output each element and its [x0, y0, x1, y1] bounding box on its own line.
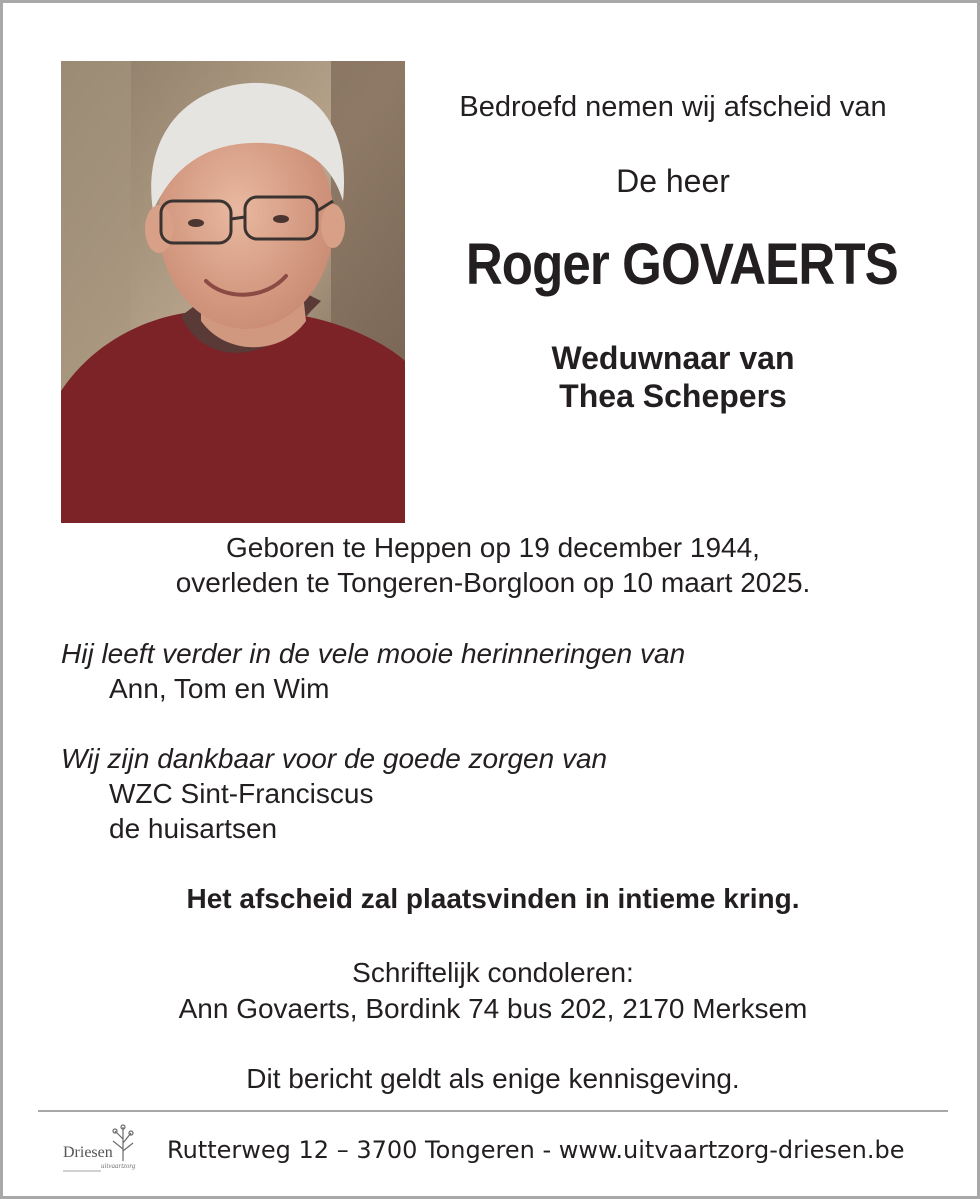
logo-subtext: uitvaartzorg — [101, 1162, 136, 1170]
tree-icon — [113, 1125, 133, 1161]
death-line: overleden te Tongeren-Borgloon op 10 maart 2025. — [175, 567, 811, 598]
condolences-label: Schriftelijk condoleren: — [352, 957, 634, 988]
closing-text: Dit bericht geldt als enige kennisgeving. — [246, 1063, 740, 1094]
intro-text: Bedroefd nemen wij afscheid van — [459, 91, 887, 123]
portrait-photo — [61, 61, 405, 523]
farewell-text: Het afscheid zal plaatsvinden in intieme kring. — [186, 883, 800, 914]
footer-address — [167, 1134, 905, 1165]
memories-names: Ann, Tom en Wim — [109, 673, 330, 704]
condolences-section — [3, 955, 980, 1027]
gratitude-section — [61, 741, 941, 846]
driesen-logo — [61, 1121, 151, 1177]
deceased-name: Roger GOVAERTS — [465, 232, 898, 297]
gratitude-item: WZC Sint-Franciscus — [109, 778, 374, 809]
honorific: De heer — [616, 163, 730, 199]
portrait-illustration — [61, 61, 405, 523]
footer-address-text: Rutterweg 12 – 3700 Tongeren - www.uitvaartzorg-driesen.be — [167, 1136, 905, 1164]
memories-section — [61, 636, 941, 706]
footer-divider — [38, 1110, 948, 1112]
spouse-line-2: Thea Schepers — [559, 378, 787, 414]
spouse-info — [423, 339, 923, 415]
gratitude-item: de huisartsen — [109, 813, 278, 844]
spouse-line-1: Weduwnaar van — [551, 340, 795, 376]
memories-lead: Hij leeft verder in de vele mooie herinneringen van — [61, 638, 686, 669]
logo-wordmark: Driesen — [63, 1144, 113, 1161]
condolences-address: Ann Govaerts, Bordink 74 bus 202, 2170 Merksem — [178, 993, 808, 1024]
gratitude-lead: Wij zijn dankbaar voor de goede zorgen van — [61, 743, 608, 774]
birth-line: Geboren te Heppen op 19 december 1944, — [226, 532, 760, 563]
life-dates — [3, 530, 980, 600]
